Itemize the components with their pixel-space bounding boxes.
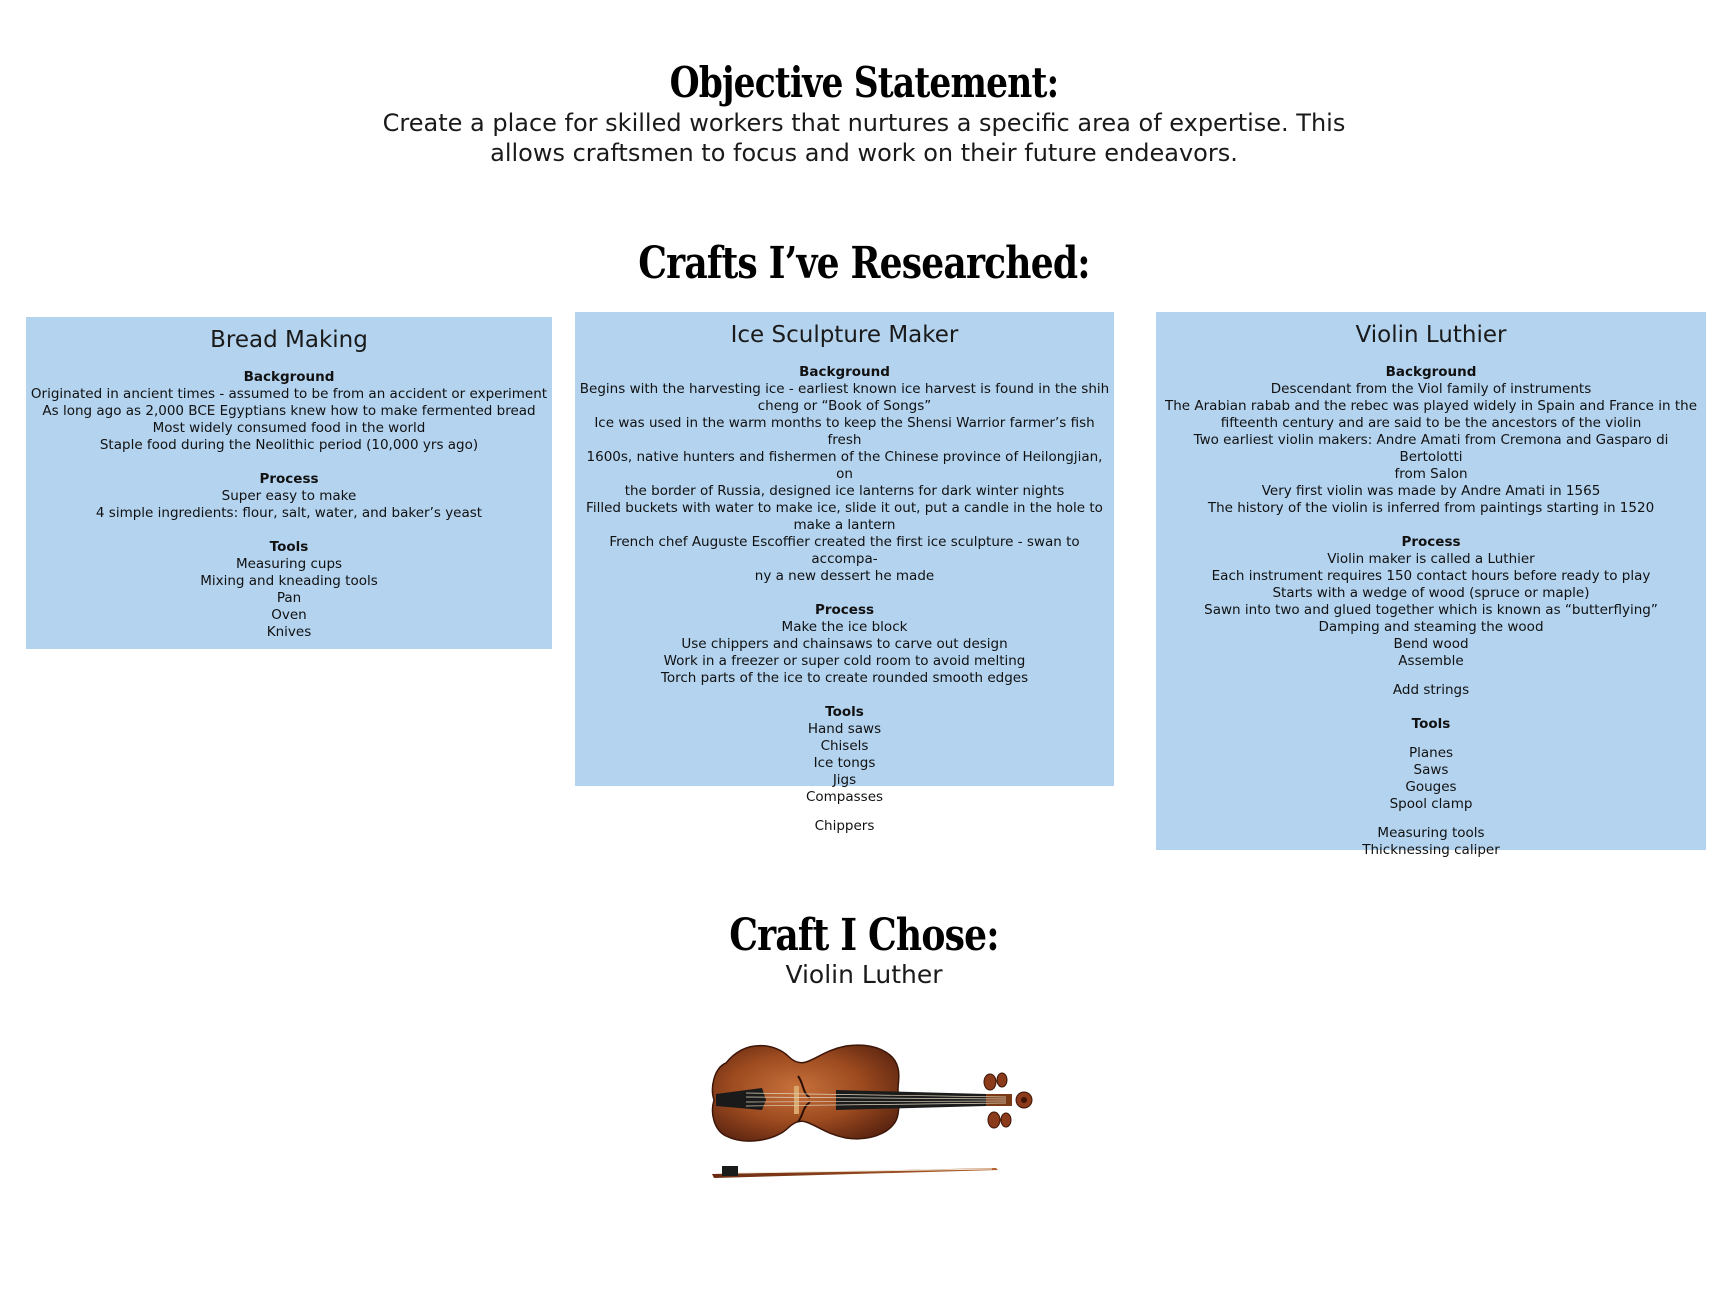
background-line: Begins with the harvesting ice - earliest known ice harvest is found in the shih	[579, 381, 1110, 397]
tools-line: Saws	[1413, 762, 1449, 778]
crafts-heading: Crafts I’ve Researched:	[638, 238, 1090, 289]
tools-line: Measuring tools	[1377, 825, 1485, 841]
background-label: Background	[1385, 364, 1477, 380]
card-title: Bread Making	[210, 327, 368, 353]
background-line: Most widely consumed food in the world	[152, 420, 426, 436]
background-label: Background	[243, 369, 335, 385]
process-line: Damping and steaming the wood	[1318, 619, 1544, 635]
tools-label: Tools	[1411, 716, 1451, 732]
process-line: Add strings	[1392, 682, 1470, 698]
tools-line: Planes	[1408, 745, 1454, 761]
tools-line: Hand saws	[807, 721, 882, 737]
chosen-craft-name: Violin Luther	[785, 960, 943, 989]
violin-luthier-card	[1156, 312, 1706, 858]
process-line: Sawn into two and glued together which is known as “butterflying”	[1204, 602, 1658, 618]
process-label: Process	[259, 471, 319, 487]
ice-sculpture-card	[575, 312, 1114, 834]
bread-making-card	[26, 317, 552, 649]
objective-line-2: allows craftsmen to focus and work on their future endeavors.	[490, 139, 1238, 167]
background-line: Ice was used in the warm months to keep the Shensi Warrior farmer’s fish fresh	[594, 415, 1095, 448]
tools-line: Spool clamp	[1389, 796, 1473, 812]
tools-line: Ice tongs	[813, 755, 876, 771]
background-line: Descendant from the Viol family of instruments	[1270, 381, 1592, 397]
objective-line-1: Create a place for skilled workers that nurtures a specific area of expertise. This	[382, 109, 1346, 137]
process-line: Torch parts of the ice to create rounded smooth edges	[660, 670, 1029, 686]
background-line: Staple food during the Neolithic period (10,000 yrs ago)	[99, 437, 479, 453]
tools-line: Pan	[276, 590, 302, 606]
process-line: Violin maker is called a Luthier	[1327, 551, 1535, 567]
process-line: Super easy to make	[221, 488, 357, 504]
background-line: fifteenth century and are said to be the ancestors of the violin	[1220, 415, 1642, 431]
background-line: Originated in ancient times - assumed to be from an accident or experiment	[30, 386, 548, 402]
tools-line: Measuring cups	[235, 556, 343, 572]
process-line: Work in a freezer or super cold room to avoid melting	[663, 653, 1026, 669]
process-line: 4 simple ingredients: flour, salt, water, and baker’s yeast	[95, 505, 483, 521]
process-line: Make the ice block	[781, 619, 908, 635]
process-line: Starts with a wedge of wood (spruce or maple)	[1272, 585, 1590, 601]
background-line: Very first violin was made by Andre Amati in 1565	[1261, 483, 1601, 499]
process-line: Each instrument requires 150 contact hours before ready to play	[1211, 568, 1651, 584]
background-label: Background	[799, 364, 890, 380]
tools-line: Chippers	[814, 818, 875, 834]
tools-label: Tools	[269, 539, 309, 555]
tools-line: Compasses	[805, 789, 884, 805]
background-line: As long ago as 2,000 BCE Egyptians knew how to make fermented bread	[42, 403, 536, 419]
background-line: make a lantern	[793, 517, 896, 533]
background-line: The Arabian rabab and the rebec was played widely in Spain and France in the	[1164, 398, 1698, 414]
background-line: ny a new dessert he made	[754, 568, 935, 584]
card-title: Ice Sculpture Maker	[730, 322, 959, 348]
card-title: Violin Luthier	[1355, 322, 1507, 348]
tools-line: Gouges	[1405, 779, 1457, 795]
background-line: cheng or “Book of Songs”	[757, 398, 932, 414]
background-line: from Salon	[1394, 466, 1468, 482]
background-line: Filled buckets with water to make ice, slide it out, put a candle in the hole to	[586, 500, 1103, 516]
tools-line: Knives	[266, 624, 312, 640]
process-line: Assemble	[1398, 653, 1464, 669]
process-line: Use chippers and chainsaws to carve out design	[681, 636, 1008, 652]
process-label: Process	[814, 602, 875, 618]
process-label: Process	[1401, 534, 1461, 550]
tools-line: Mixing and kneading tools	[200, 573, 378, 589]
background-line: The history of the violin is inferred from paintings starting in 1520	[1207, 500, 1655, 516]
craft-chosen-heading: Craft I Chose:	[729, 910, 999, 961]
background-line: French chef Auguste Escoffier created the first ice sculpture - swan to accompa-	[609, 534, 1080, 567]
tools-label: Tools	[825, 704, 864, 720]
background-line: 1600s, native hunters and fishermen of the Chinese province of Heilongjian, on	[586, 449, 1103, 482]
background-line: Two earliest violin makers: Andre Amati from Cremona and Gasparo di Bertolotti	[1193, 432, 1669, 465]
objective-heading: Objective Statement:	[669, 58, 1059, 107]
background-line: the border of Russia, designed ice lanterns for dark winter nights	[624, 483, 1065, 499]
tools-line: Oven	[271, 607, 307, 623]
tools-line: Thicknessing caliper	[1362, 842, 1500, 858]
tools-line: Jigs	[832, 772, 857, 788]
process-line: Bend wood	[1393, 636, 1469, 652]
tools-line: Chisels	[820, 738, 869, 754]
violin-illustration-icon	[706, 1018, 1042, 1184]
objective-statement	[364, 108, 1364, 168]
